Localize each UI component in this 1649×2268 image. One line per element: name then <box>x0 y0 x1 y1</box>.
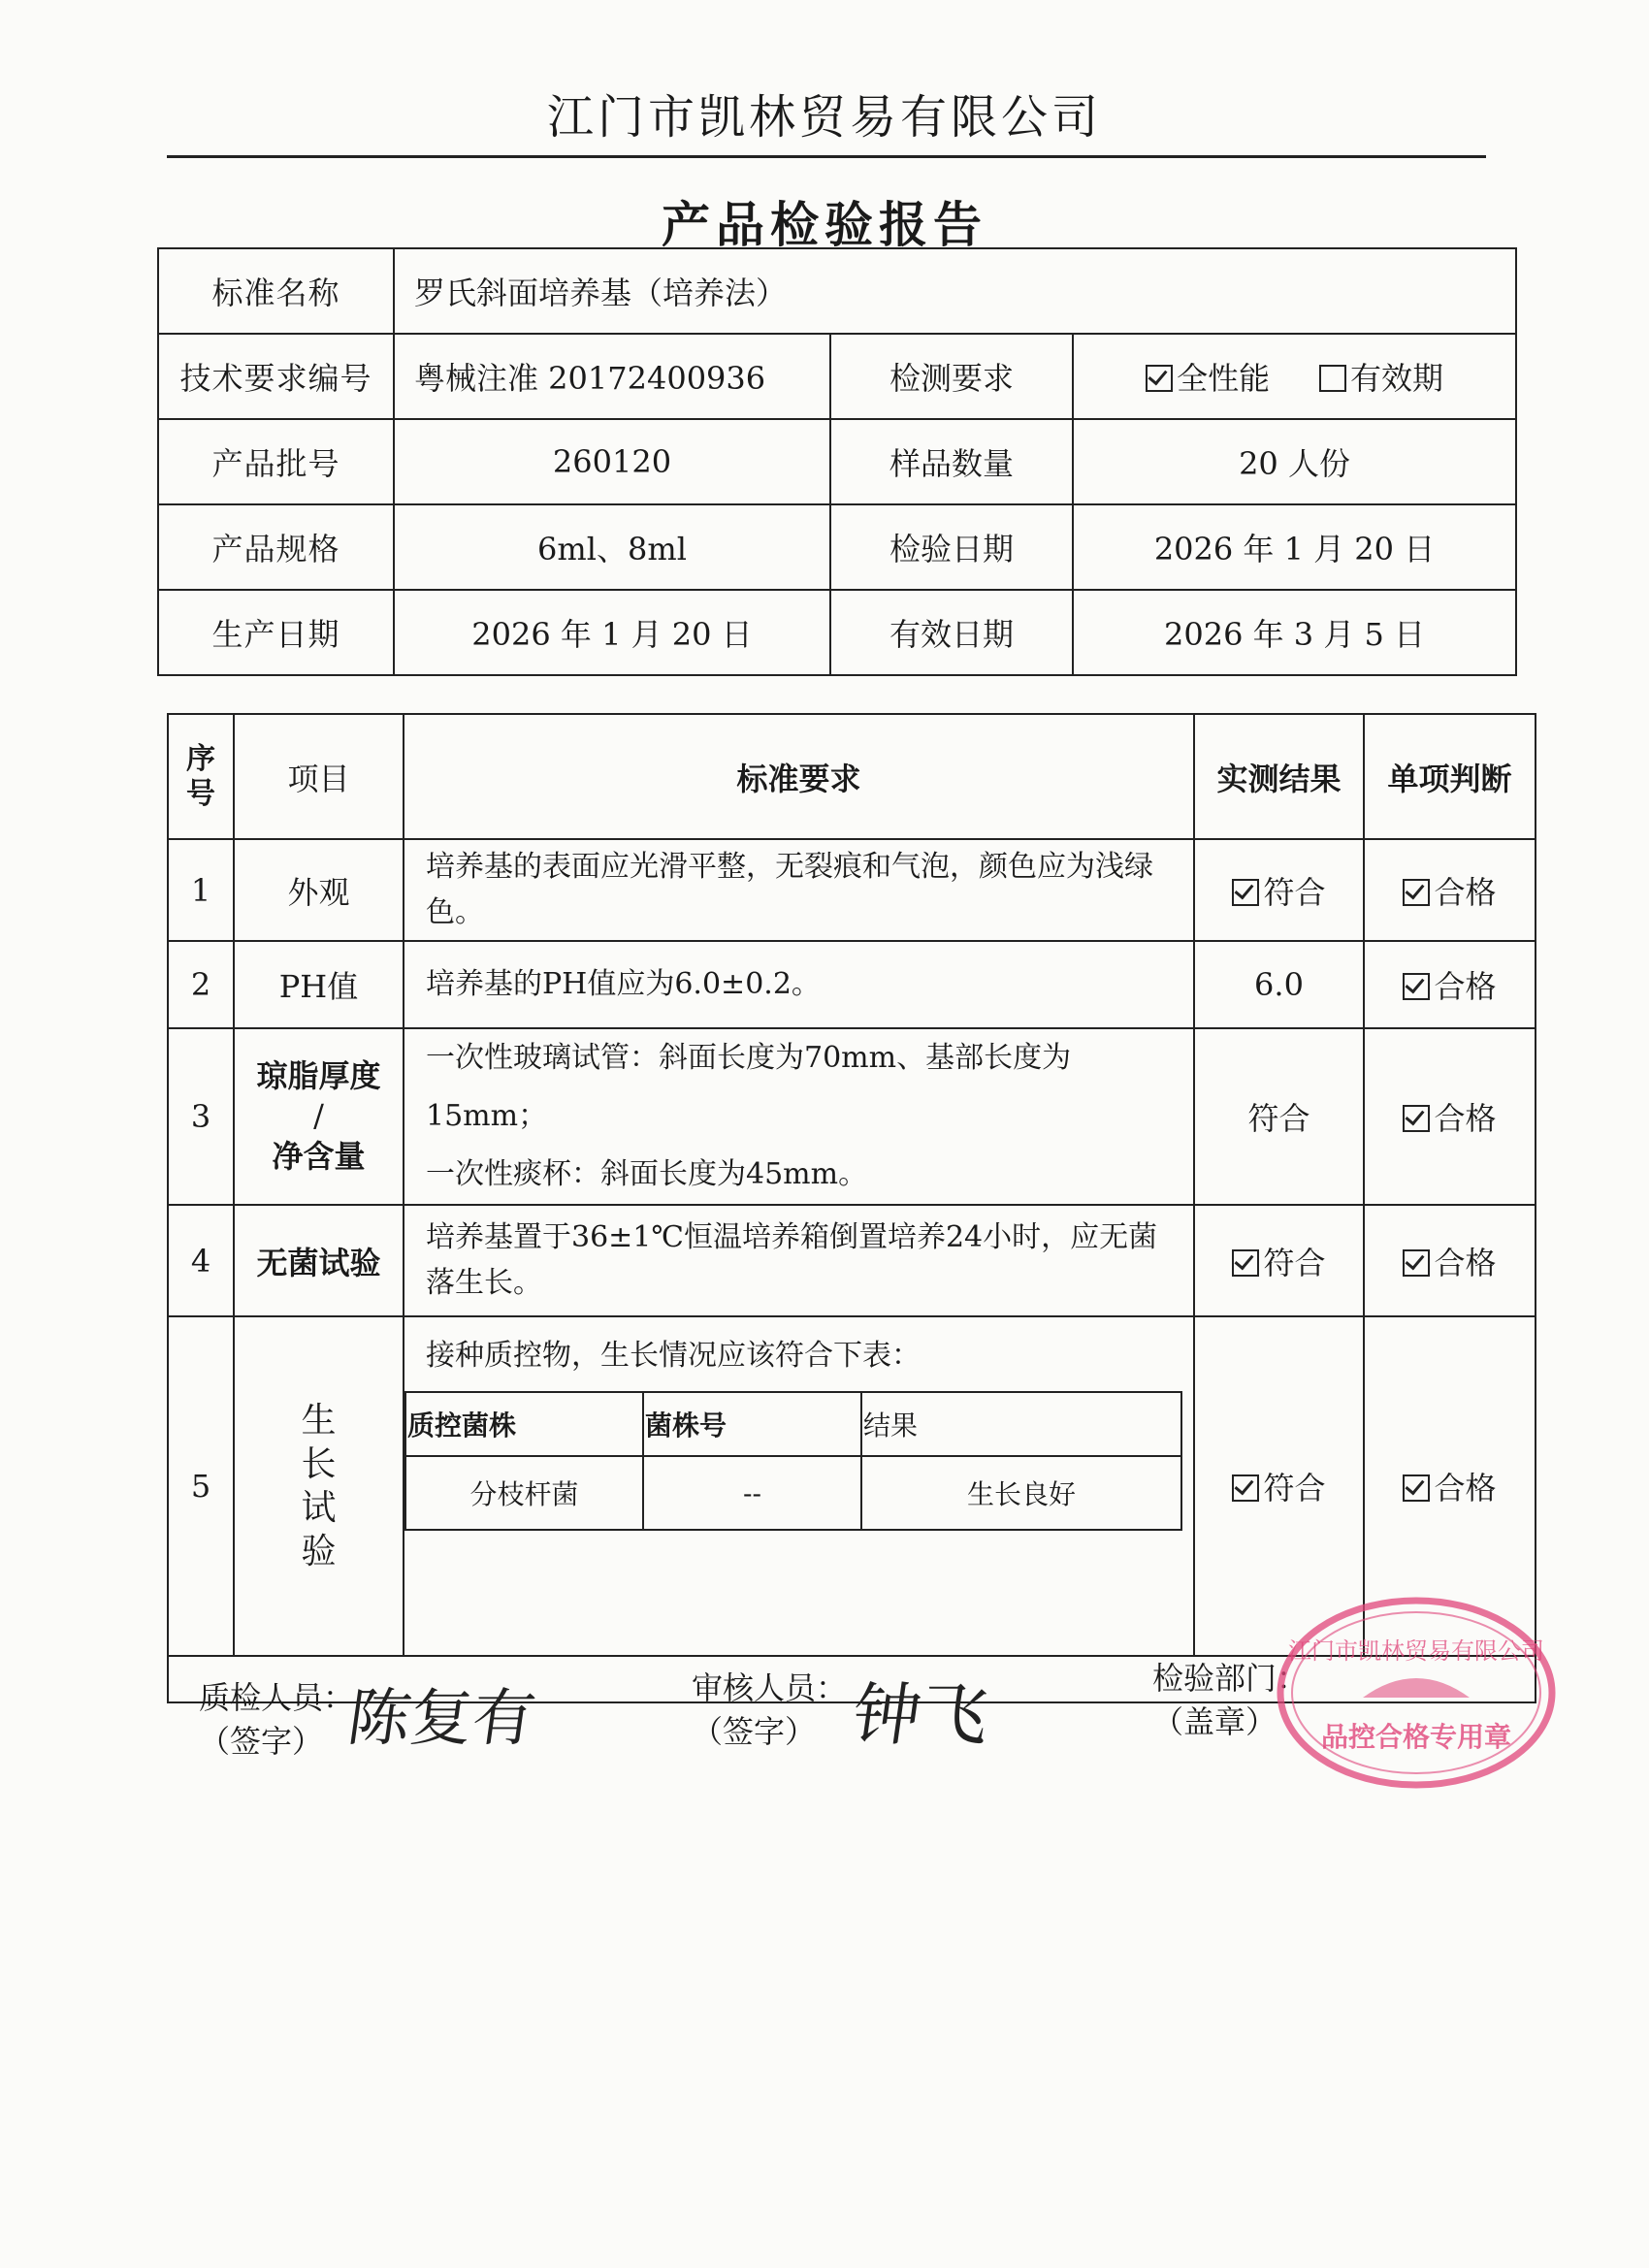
row4-result <box>1194 1205 1364 1316</box>
batch-value: 260120 <box>394 419 830 504</box>
row3-req-b: 一次性痰杯：斜面长度为45mm。 <box>426 1157 868 1191</box>
table-row <box>168 839 1536 941</box>
test-date-label: 检验日期 <box>830 504 1073 590</box>
quality-control-subtable <box>404 1391 1182 1531</box>
header-judgement: 单项判断 <box>1364 714 1536 839</box>
sample-qty-value: 20 人份 <box>1073 419 1516 504</box>
row2-judge <box>1364 941 1536 1028</box>
header-requirement: 标准要求 <box>404 714 1194 839</box>
row1-item: 外观 <box>234 839 404 941</box>
row2-judge-text: 合格 <box>1434 968 1497 1005</box>
company-name: 江门市凯林贸易有限公司 <box>546 90 1102 145</box>
report-title: 产品检验报告 <box>662 196 987 253</box>
row4-item: 无菌试验 <box>234 1205 404 1316</box>
row2-seq: 2 <box>168 941 234 1028</box>
svg-text:江门市凯林贸易有限公司: 江门市凯林贸易有限公司 <box>1288 1637 1544 1665</box>
row1-seq: 1 <box>168 839 234 941</box>
row5-judge-text: 合格 <box>1434 1470 1497 1507</box>
row5-item-char: 验 <box>301 1532 337 1571</box>
spec-value: 6ml、8ml <box>394 504 830 590</box>
prod-date-label: 生产日期 <box>158 590 394 675</box>
inspection-table <box>167 713 1536 1703</box>
check-icon <box>1232 1474 1259 1502</box>
test-date-value: 2026 年 1 月 20 日 <box>1073 504 1516 590</box>
row5-result-text: 符合 <box>1263 1470 1326 1507</box>
table-row <box>168 1205 1536 1316</box>
reviewer-sign-label: （签字） <box>692 1712 817 1750</box>
test-req-label: 检测要求 <box>830 334 1073 419</box>
reviewer-signature: 钟飞 <box>847 1675 994 1755</box>
row2-result: 6.0 <box>1194 941 1364 1028</box>
batch-label: 产品批号 <box>158 419 394 504</box>
row3-item-sep: / <box>313 1097 324 1135</box>
row5-req-text: 接种质控物，生长情况应该符合下表： <box>426 1339 921 1373</box>
sub-cell-result: 生长良好 <box>861 1456 1181 1530</box>
sub-cell-strain-no: -- <box>643 1456 861 1530</box>
row5-item-char: 生 <box>301 1401 337 1441</box>
row5-req <box>404 1316 1194 1656</box>
check-icon <box>1403 1105 1430 1132</box>
row3-judge-text: 合格 <box>1434 1100 1497 1137</box>
test-req-options <box>1073 334 1516 419</box>
checkbox-full-checked-icon <box>1146 365 1173 392</box>
row4-judge <box>1364 1205 1536 1316</box>
row2-item: PH值 <box>234 941 404 1028</box>
inspector-label: 质检人员： <box>199 1679 355 1716</box>
header-item: 项目 <box>234 714 404 839</box>
standard-name-label: 标准名称 <box>158 248 394 334</box>
prod-date-value: 2026 年 1 月 20 日 <box>394 590 830 675</box>
checkbox-valid-unchecked-icon <box>1319 365 1346 392</box>
sub-cell-strain: 分枝杆菌 <box>405 1456 643 1530</box>
sub-header-result: 结果 <box>861 1392 1181 1456</box>
row1-result <box>1194 839 1364 941</box>
row4-req: 培养基置于36±1℃恒温培养箱倒置培养24小时，应无菌落生长。 <box>404 1205 1194 1316</box>
sample-qty-label: 样品数量 <box>830 419 1073 504</box>
reviewer-label: 审核人员： <box>692 1669 848 1706</box>
expiry-value: 2026 年 3 月 5 日 <box>1073 590 1516 675</box>
row1-judge-text: 合格 <box>1434 873 1497 911</box>
header-result: 实测结果 <box>1194 714 1364 839</box>
row4-seq: 4 <box>168 1205 234 1316</box>
table-row <box>168 1028 1536 1205</box>
row3-req-a: 一次性玻璃试管：斜面长度为70mm、基部长度为15mm； <box>426 1041 1072 1133</box>
row3-seq: 3 <box>168 1028 234 1205</box>
header-divider <box>167 155 1486 158</box>
row3-result: 符合 <box>1194 1028 1364 1205</box>
reviewer-block <box>692 1667 847 1754</box>
opt-full-label: 全性能 <box>1177 360 1271 397</box>
opt-valid-label: 有效期 <box>1349 360 1443 397</box>
row1-judge <box>1364 839 1536 941</box>
row3-judge <box>1364 1028 1536 1205</box>
inspector-signature: 陈复有 <box>342 1683 540 1755</box>
check-icon <box>1403 973 1430 1000</box>
expiry-label: 有效日期 <box>830 590 1073 675</box>
spec-label: 产品规格 <box>158 504 394 590</box>
check-icon <box>1403 879 1430 906</box>
sub-header-strain-no: 菌株号 <box>643 1392 861 1456</box>
check-icon <box>1403 1474 1430 1502</box>
row3-item-b: 净含量 <box>272 1137 366 1175</box>
row5-item <box>234 1316 404 1656</box>
table-row <box>168 941 1536 1028</box>
row2-req: 培养基的PH值应为6.0±0.2。 <box>404 941 1194 1028</box>
tech-no-value: 粤械注准 20172400936 <box>394 334 830 419</box>
company-seal-icon <box>1271 1591 1562 1795</box>
row4-judge-text: 合格 <box>1434 1244 1497 1281</box>
product-info-table <box>157 247 1517 676</box>
row5-seq: 5 <box>168 1316 234 1656</box>
check-icon <box>1232 1249 1259 1277</box>
dept-seal-label: （盖章） <box>1152 1702 1277 1740</box>
header-seq: 序号 <box>168 714 234 839</box>
check-icon <box>1232 879 1259 906</box>
row1-req: 培养基的表面应光滑平整，无裂痕和气泡，颜色应为浅绿色。 <box>404 839 1194 941</box>
inspector-block <box>199 1676 354 1764</box>
row4-result-text: 符合 <box>1263 1244 1326 1281</box>
tech-no-label: 技术要求编号 <box>158 334 394 419</box>
check-icon <box>1403 1249 1430 1277</box>
row3-item-a: 琼脂厚度 <box>256 1056 381 1094</box>
dept-label: 检验部门： <box>1152 1660 1309 1697</box>
row5-item-char: 试 <box>301 1488 337 1528</box>
inspector-sign-label: （签字） <box>199 1722 324 1760</box>
row3-req <box>404 1028 1194 1205</box>
row1-result-text: 符合 <box>1263 873 1326 911</box>
row5-item-char: 长 <box>301 1444 337 1484</box>
sub-header-strain: 质控菌株 <box>405 1392 643 1456</box>
standard-name-value: 罗氏斜面培养基（培养法） <box>394 248 1516 334</box>
svg-text:品控合格专用章: 品控合格专用章 <box>1320 1721 1512 1753</box>
row3-item <box>234 1028 404 1205</box>
